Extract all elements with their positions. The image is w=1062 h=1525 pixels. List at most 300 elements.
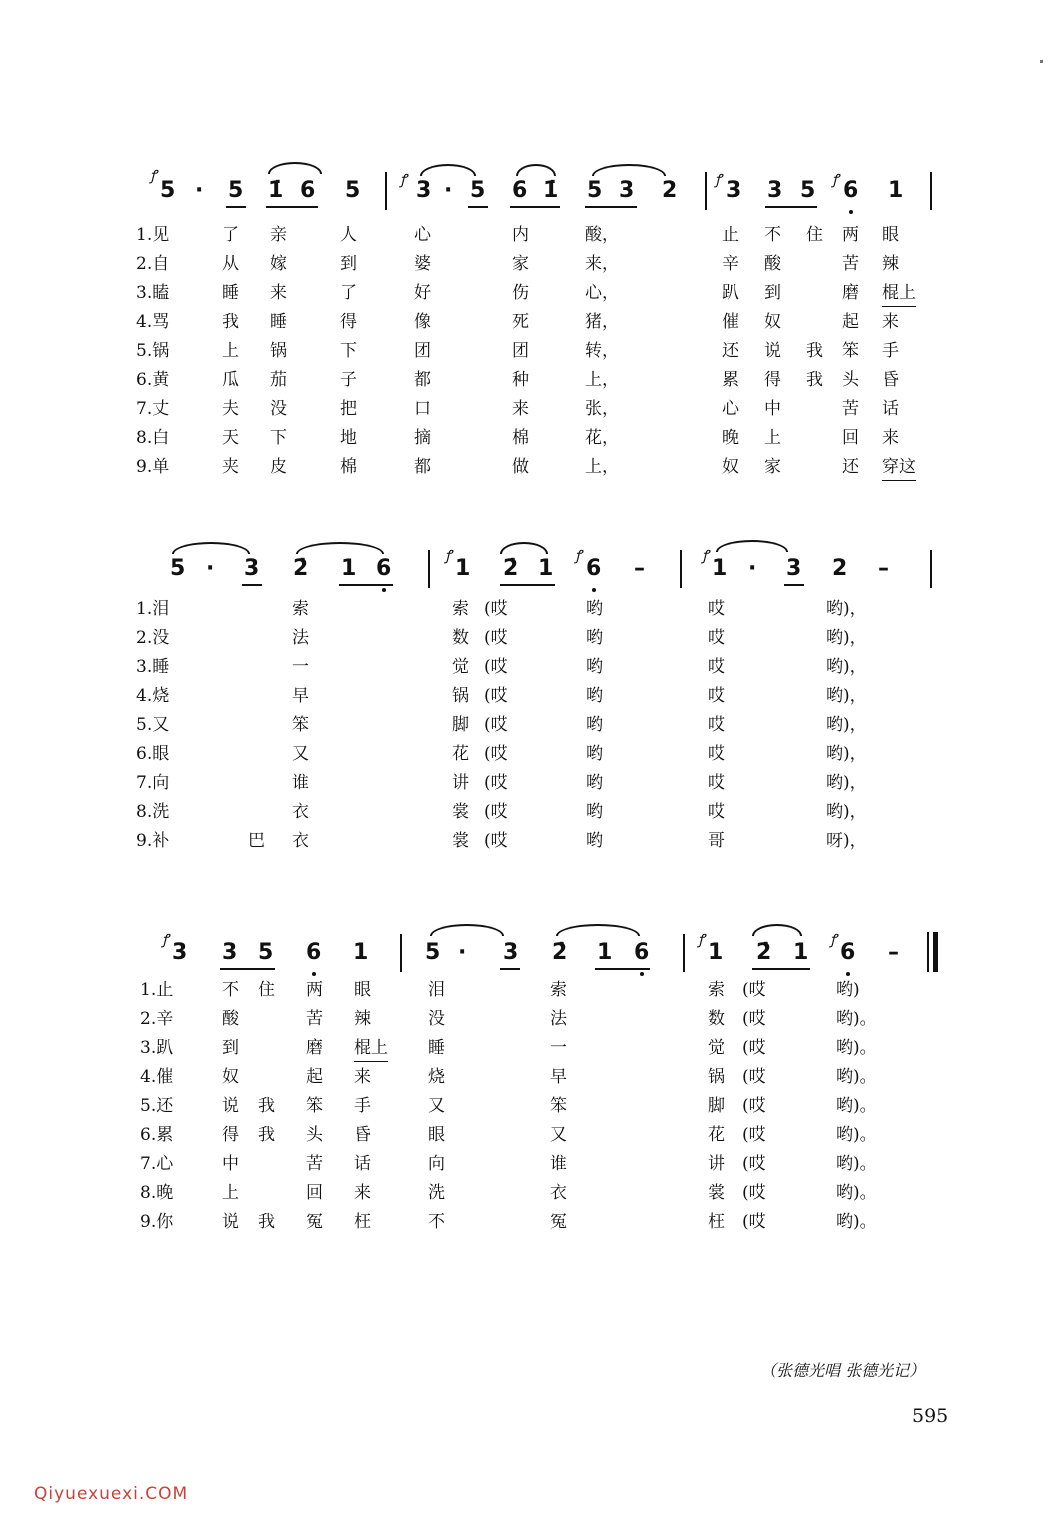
- lyric-syllable: 索: [550, 980, 567, 1000]
- beam: [585, 206, 637, 208]
- lyric-syllable: 早: [550, 1067, 567, 1087]
- note: 5: [425, 940, 441, 965]
- lyric-syllable: 脚: [452, 715, 469, 735]
- slur: [268, 162, 322, 174]
- lyric-syllable: 谁: [292, 773, 309, 793]
- lyric-syllable: 1.止: [140, 980, 174, 1000]
- lyric-syllable: 法: [292, 628, 309, 648]
- slur: [296, 542, 384, 554]
- lyric-syllable: 还: [722, 341, 739, 361]
- lyric-syllable: 哟: [586, 657, 603, 677]
- lyric-syllable: 婆: [414, 254, 431, 274]
- lyric-syllable: 种: [512, 370, 529, 390]
- lyric-syllable: (哎: [484, 744, 508, 764]
- note: 2̇: [552, 940, 568, 965]
- lyric-syllable: 泪: [428, 980, 445, 1000]
- lyric-syllable: 呀)，: [826, 831, 867, 851]
- lyric-syllable: 酸: [764, 254, 781, 274]
- lyric-syllable: 4.催: [140, 1067, 174, 1087]
- lyric-syllable: 眼: [354, 980, 371, 1000]
- lyric-syllable: 催: [722, 312, 739, 332]
- note: 1: [353, 940, 369, 965]
- lyric-syllable: 哟)。: [836, 1183, 877, 1203]
- lyric-syllable: 9.单: [136, 457, 170, 477]
- grace-mark: ꝭ: [702, 548, 709, 564]
- lyric-syllable: 1.泪: [136, 599, 170, 619]
- lyric-syllable: 哎: [708, 657, 725, 677]
- note: –: [878, 556, 889, 581]
- lyric-syllable: 谁: [550, 1154, 567, 1174]
- lyric-syllable: 眼: [428, 1125, 445, 1145]
- lyric-syllable: 皮: [270, 457, 287, 477]
- lyric-syllable: (哎: [742, 1212, 766, 1232]
- lyric-syllable: 死: [512, 312, 529, 332]
- lyric-syllable: 中: [764, 399, 781, 419]
- note: 1: [538, 556, 554, 581]
- grace-mark: ꝭ: [445, 548, 452, 564]
- lyric-syllable: 哎: [708, 715, 725, 735]
- beam: [595, 968, 650, 970]
- lyric-syllable: 下: [270, 428, 287, 448]
- lyric-syllable: 哥: [708, 831, 725, 851]
- note: 3: [767, 178, 783, 203]
- beam: [339, 584, 393, 586]
- lyric-syllable: 来: [512, 399, 529, 419]
- lyric-syllable: 棉: [512, 428, 529, 448]
- lyric-row: [0, 712, 1062, 738]
- lyric-syllable: 哟)。: [836, 1009, 877, 1029]
- octave-dot: [846, 972, 850, 976]
- lyric-syllable: 来: [882, 312, 899, 332]
- note: –: [888, 940, 899, 965]
- lyric-syllable: 累: [722, 370, 739, 390]
- lyric-syllable: 哟)。: [836, 1067, 877, 1087]
- lyric-syllable: 到: [222, 1038, 239, 1058]
- lyric-syllable: 昏: [354, 1125, 371, 1145]
- lyric-syllable: 索: [452, 599, 469, 619]
- lyric-syllable: 头: [842, 370, 859, 390]
- lyric-syllable: (哎: [742, 1096, 766, 1116]
- note: 3: [222, 940, 238, 965]
- barline: [705, 172, 707, 210]
- note: 3: [619, 178, 635, 203]
- lyric-syllable: 又: [428, 1096, 445, 1116]
- barline: [680, 550, 682, 588]
- grace-mark: ꝭ: [698, 932, 705, 948]
- lyric-syllable: 还: [842, 457, 859, 477]
- lyric-syllable: 话: [354, 1154, 371, 1174]
- note: 6: [840, 940, 856, 965]
- slur: [556, 924, 640, 936]
- lyric-syllable: 向: [428, 1154, 445, 1174]
- lyric-syllable: 9.补: [136, 831, 170, 851]
- lyric-syllable: 7.心: [140, 1154, 174, 1174]
- barline: [927, 932, 929, 972]
- lyric-syllable: 到: [764, 283, 781, 303]
- lyric-syllable: 苦: [306, 1154, 323, 1174]
- lyric-syllable: 6.眼: [136, 744, 170, 764]
- lyric-syllable: 我: [806, 341, 823, 361]
- note: 5: [345, 178, 361, 203]
- lyric-syllable: 哟)。: [836, 1125, 877, 1145]
- lyric-syllable: 得: [764, 370, 781, 390]
- lyric-syllable: (哎: [742, 1067, 766, 1087]
- lyric-syllable: 嫁: [270, 254, 287, 274]
- lyric-syllable: 心: [414, 225, 431, 245]
- lyric-syllable: 天: [222, 428, 239, 448]
- lyric-row: [0, 1180, 1062, 1206]
- lyric-syllable: 哟)。: [836, 1154, 877, 1174]
- lyric-syllable: 哎: [708, 802, 725, 822]
- lyric-syllable: 奴: [222, 1067, 239, 1087]
- lyric-syllable: 7.丈: [136, 399, 170, 419]
- lyric-syllable: (哎: [742, 1183, 766, 1203]
- note: ·: [748, 556, 757, 581]
- lyric-syllable: 笨: [306, 1096, 323, 1116]
- lyric-syllable: 说: [222, 1212, 239, 1232]
- lyric-syllable: 内: [512, 225, 529, 245]
- lyric-syllable: 巴: [248, 831, 265, 851]
- note: 6: [843, 178, 859, 203]
- lyric-syllable: 8.洗: [136, 802, 170, 822]
- lyric-syllable: 3.瞌: [136, 283, 170, 303]
- lyric-syllable: 哟): [836, 980, 860, 1000]
- grace-mark: ꝭ: [150, 168, 157, 184]
- lyric-syllable: 哟: [586, 599, 603, 619]
- note: 1̇: [268, 178, 284, 203]
- lyric-syllable: 夫: [222, 399, 239, 419]
- lyric-row: [0, 799, 1062, 825]
- lyric-syllable: 没: [270, 399, 287, 419]
- lyric-syllable: 心: [722, 399, 739, 419]
- lyric-syllable: (哎: [742, 1009, 766, 1029]
- lyric-syllable: 酸，: [585, 225, 619, 245]
- lyric-syllable: 4.烧: [136, 686, 170, 706]
- lyric-syllable: 家: [512, 254, 529, 274]
- lyric-syllable: 睡: [270, 312, 287, 332]
- note: 1: [793, 940, 809, 965]
- lyric-syllable: 哟: [586, 802, 603, 822]
- lyric-syllable: 笨: [550, 1096, 567, 1116]
- beam: [765, 206, 817, 208]
- lyric-syllable: 早: [292, 686, 309, 706]
- lyric-row: [0, 425, 1062, 451]
- beam: [242, 584, 262, 586]
- lyric-syllable: 心，: [585, 283, 619, 303]
- barline: [683, 934, 685, 972]
- lyric-syllable: 我: [222, 312, 239, 332]
- lyric-syllable: 回: [306, 1183, 323, 1203]
- lyric-syllable: 5.还: [140, 1096, 174, 1116]
- note: 1: [708, 940, 724, 965]
- lyric-syllable: 苦: [842, 399, 859, 419]
- lyric-syllable: 哎: [708, 628, 725, 648]
- lyric-syllable: 来: [882, 428, 899, 448]
- note: 6: [306, 940, 322, 965]
- lyric-syllable: 冤: [306, 1212, 323, 1232]
- lyric-syllable: 起: [842, 312, 859, 332]
- lyric-syllable: 棍上: [882, 280, 916, 307]
- note: 2: [832, 556, 848, 581]
- lyric-syllable: 1.见: [136, 225, 170, 245]
- barline: [400, 934, 402, 972]
- lyric-syllable: (哎: [742, 1038, 766, 1058]
- lyric-syllable: 6.累: [140, 1125, 174, 1145]
- lyric-syllable: 到: [340, 254, 357, 274]
- lyric-syllable: 法: [550, 1009, 567, 1029]
- note: 1: [712, 556, 728, 581]
- lyric-row: [0, 1035, 1062, 1061]
- lyric-row: [0, 625, 1062, 651]
- note: 5: [258, 940, 274, 965]
- barline: [428, 550, 430, 588]
- lyric-row: [0, 828, 1062, 854]
- note: 3: [726, 178, 742, 203]
- lyric-syllable: 冤: [550, 1212, 567, 1232]
- lyric-syllable: 裳: [708, 1183, 725, 1203]
- lyric-syllable: 两: [306, 980, 323, 1000]
- lyric-syllable: 9.你: [140, 1212, 174, 1232]
- lyric-syllable: 张，: [585, 399, 619, 419]
- beam: [468, 206, 488, 208]
- lyric-syllable: 花，: [585, 428, 619, 448]
- lyric-syllable: 没: [428, 1009, 445, 1029]
- lyric-syllable: 眼: [882, 225, 899, 245]
- lyric-syllable: 住: [258, 980, 275, 1000]
- lyric-syllable: 来: [354, 1183, 371, 1203]
- note: 1: [597, 940, 613, 965]
- grace-mark: ꝭ: [832, 172, 839, 188]
- lyric-syllable: 辣: [882, 254, 899, 274]
- octave-dot: [312, 972, 316, 976]
- lyric-row: [0, 338, 1062, 364]
- final-barline: [933, 932, 938, 972]
- slur: [500, 542, 548, 554]
- lyric-syllable: 锅: [708, 1067, 725, 1087]
- note: 1: [341, 556, 357, 581]
- lyric-syllable: 哟)，: [826, 773, 867, 793]
- lyric-syllable: 3.睡: [136, 657, 170, 677]
- lyric-syllable: 一: [292, 657, 309, 677]
- lyric-row: [0, 222, 1062, 248]
- lyric-syllable: (哎: [742, 1154, 766, 1174]
- lyric-syllable: 中: [222, 1154, 239, 1174]
- note: 3: [416, 178, 432, 203]
- lyric-syllable: 2.自: [136, 254, 170, 274]
- lyric-syllable: 地: [340, 428, 357, 448]
- slur: [172, 542, 250, 554]
- lyric-syllable: 苦: [306, 1009, 323, 1029]
- lyric-syllable: (哎: [484, 657, 508, 677]
- lyric-syllable: 像: [414, 312, 431, 332]
- lyric-syllable: 6.黄: [136, 370, 170, 390]
- lyric-syllable: (哎: [484, 686, 508, 706]
- barline: [930, 550, 932, 588]
- lyric-syllable: 都: [414, 370, 431, 390]
- lyric-syllable: 了: [222, 225, 239, 245]
- grace-mark: ꝭ: [830, 932, 837, 948]
- lyric-syllable: 上: [764, 428, 781, 448]
- lyric-row: [0, 367, 1062, 393]
- lyric-syllable: 哟)。: [836, 1096, 877, 1116]
- beam: [220, 968, 275, 970]
- lyric-syllable: 脚: [708, 1096, 725, 1116]
- lyric-syllable: 枉: [354, 1212, 371, 1232]
- lyric-syllable: 衣: [292, 831, 309, 851]
- lyric-syllable: 说: [764, 341, 781, 361]
- note: ·: [444, 178, 453, 203]
- lyric-row: [0, 977, 1062, 1003]
- lyric-syllable: 家: [764, 457, 781, 477]
- lyric-syllable: 上，: [585, 457, 619, 477]
- lyric-syllable: 哎: [708, 599, 725, 619]
- barline: [385, 172, 387, 210]
- lyric-syllable: 下: [340, 341, 357, 361]
- lyric-syllable: 讲: [452, 773, 469, 793]
- lyric-syllable: 头: [306, 1125, 323, 1145]
- lyric-syllable: 辛: [722, 254, 739, 274]
- lyric-syllable: 辣: [354, 1009, 371, 1029]
- note: 1̇: [543, 178, 559, 203]
- beam: [784, 584, 804, 586]
- lyric-row: [0, 1006, 1062, 1032]
- lyric-syllable: 上: [222, 1183, 239, 1203]
- lyric-syllable: 衣: [292, 802, 309, 822]
- lyric-syllable: 哟: [586, 715, 603, 735]
- lyric-syllable: 口: [414, 399, 431, 419]
- lyric-syllable: 奴: [764, 312, 781, 332]
- lyric-syllable: 来，: [585, 254, 619, 274]
- lyric-syllable: (哎: [484, 715, 508, 735]
- note: 1: [888, 178, 904, 203]
- note: 2̇: [503, 556, 519, 581]
- lyric-syllable: 来: [270, 283, 287, 303]
- lyric-syllable: (哎: [484, 831, 508, 851]
- lyric-row: [0, 251, 1062, 277]
- note: 2: [662, 178, 678, 203]
- lyric-row: [0, 1064, 1062, 1090]
- note: ·: [206, 556, 215, 581]
- lyric-syllable: 上: [222, 341, 239, 361]
- lyric-syllable: 回: [842, 428, 859, 448]
- page-number: 595: [912, 1405, 949, 1427]
- lyric-syllable: 昏: [882, 370, 899, 390]
- credit-line: （张德光唱 张德光记）: [760, 1361, 926, 1380]
- slur: [716, 540, 788, 552]
- lyric-syllable: 烧: [428, 1067, 445, 1087]
- lyric-row: [0, 454, 1062, 480]
- lyric-syllable: 好: [414, 283, 431, 303]
- lyric-syllable: 索: [292, 599, 309, 619]
- lyric-syllable: 都: [414, 457, 431, 477]
- lyric-syllable: 哟)，: [826, 657, 867, 677]
- slur: [430, 924, 504, 936]
- lyric-syllable: 睡: [428, 1038, 445, 1058]
- lyric-syllable: 裳: [452, 802, 469, 822]
- lyric-syllable: 8.白: [136, 428, 170, 448]
- lyric-syllable: 不: [764, 225, 781, 245]
- octave-dot: [640, 972, 644, 976]
- lyric-syllable: 哟)。: [836, 1038, 877, 1058]
- lyric-syllable: 亲: [270, 225, 287, 245]
- lyric-syllable: 做: [512, 457, 529, 477]
- lyric-syllable: 不: [222, 980, 239, 1000]
- lyric-syllable: 趴: [722, 283, 739, 303]
- note: 3: [244, 556, 260, 581]
- lyric-syllable: 枉: [708, 1212, 725, 1232]
- lyric-syllable: 哟: [586, 773, 603, 793]
- beam: [226, 206, 246, 208]
- note: 2̇: [293, 556, 309, 581]
- lyric-syllable: 哟)，: [826, 744, 867, 764]
- lyric-syllable: 觉: [708, 1038, 725, 1058]
- lyric-syllable: 了: [340, 283, 357, 303]
- corner-mark: [1040, 60, 1043, 63]
- lyric-syllable: 哎: [708, 744, 725, 764]
- beam: [510, 206, 560, 208]
- lyric-syllable: 夹: [222, 457, 239, 477]
- note: 5: [470, 178, 486, 203]
- lyric-syllable: 棉: [340, 457, 357, 477]
- lyric-syllable: 从: [222, 254, 239, 274]
- lyric-syllable: 奴: [722, 457, 739, 477]
- lyric-syllable: 2.辛: [140, 1009, 174, 1029]
- lyric-syllable: 手: [354, 1096, 371, 1116]
- lyric-syllable: 磨: [842, 283, 859, 303]
- lyric-syllable: 哟: [586, 744, 603, 764]
- note: 6: [376, 556, 392, 581]
- lyric-syllable: 3.趴: [140, 1038, 174, 1058]
- note: 3: [786, 556, 802, 581]
- octave-dot: [592, 588, 596, 592]
- lyric-syllable: 穿这: [882, 454, 916, 481]
- lyric-row: [0, 683, 1062, 709]
- note: 6: [634, 940, 650, 965]
- lyric-syllable: 花: [708, 1125, 725, 1145]
- octave-dot: [849, 210, 853, 214]
- lyric-syllable: 又: [550, 1125, 567, 1145]
- lyric-syllable: 哟)，: [826, 599, 867, 619]
- lyric-syllable: 索: [708, 980, 725, 1000]
- octave-dot: [382, 588, 386, 592]
- lyric-syllable: (哎: [742, 1125, 766, 1145]
- lyric-syllable: 说: [222, 1096, 239, 1116]
- grace-mark: ꝭ: [715, 172, 722, 188]
- note: 5: [800, 178, 816, 203]
- lyric-syllable: 讲: [708, 1154, 725, 1174]
- lyric-syllable: 苦: [842, 254, 859, 274]
- beam: [500, 968, 520, 970]
- lyric-syllable: 哟: [586, 628, 603, 648]
- lyric-syllable: 哟)，: [826, 802, 867, 822]
- lyric-syllable: 子: [340, 370, 357, 390]
- lyric-syllable: 笨: [842, 341, 859, 361]
- lyric-row: [0, 309, 1062, 335]
- lyric-syllable: 团: [414, 341, 431, 361]
- slur: [420, 164, 476, 176]
- lyric-syllable: 人: [340, 225, 357, 245]
- lyric-syllable: 衣: [550, 1183, 567, 1203]
- lyric-syllable: 磨: [306, 1038, 323, 1058]
- grace-mark: ꝭ: [162, 932, 169, 948]
- lyric-syllable: 哟: [586, 831, 603, 851]
- barline: [930, 172, 932, 210]
- beam: [752, 968, 810, 970]
- note: 5: [160, 178, 176, 203]
- lyric-syllable: 话: [882, 399, 899, 419]
- lyric-syllable: 我: [258, 1212, 275, 1232]
- lyric-syllable: 笨: [292, 715, 309, 735]
